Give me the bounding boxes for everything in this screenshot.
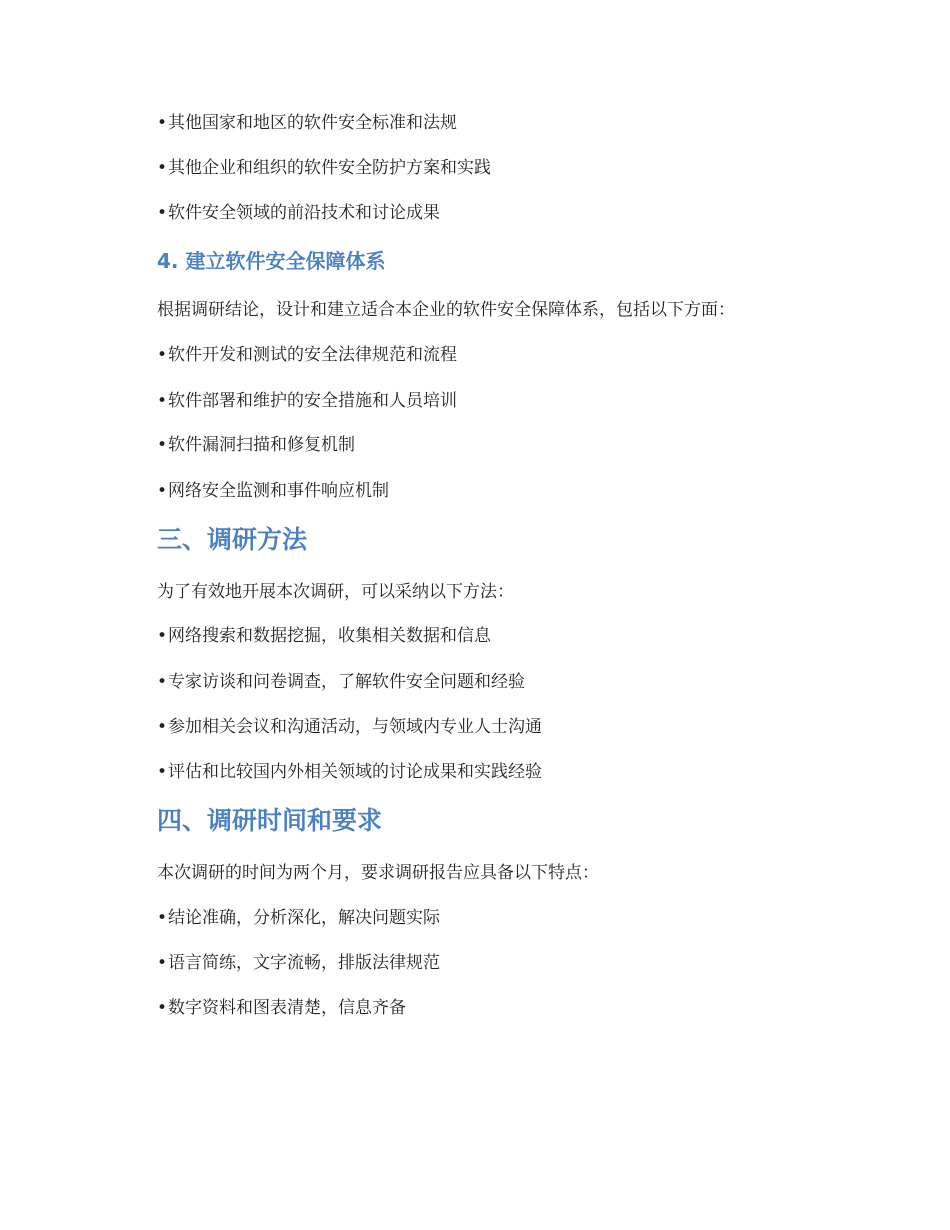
- bullet: •: [157, 113, 168, 133]
- paragraph: 根据调研结论，设计和建立适合本企业的软件安全保障体系，包括以下方面：: [157, 300, 735, 320]
- list-item: [157, 996, 406, 1020]
- list-item: [157, 906, 440, 930]
- list-item: [157, 111, 457, 135]
- bullet: •: [157, 998, 168, 1018]
- list-item: [157, 624, 491, 648]
- bullet: •: [157, 391, 168, 411]
- list-item-text: 软件漏洞扫描和修复机制: [168, 435, 355, 455]
- list-item: [157, 433, 355, 457]
- list-item: [157, 715, 542, 739]
- paragraph: 本次调研的时间为两个月，要求调研报告应具备以下特点：: [157, 863, 599, 883]
- bullet: •: [157, 908, 168, 928]
- bullet: •: [157, 481, 168, 501]
- section-heading-4: 四、调研时间和要求: [157, 806, 383, 835]
- bullet: •: [157, 762, 168, 782]
- list-item-text: 专家访谈和问卷调查，了解软件安全问题和经验: [168, 672, 525, 692]
- bullet: •: [157, 626, 168, 646]
- list-item: [157, 670, 525, 694]
- bullet: •: [157, 717, 168, 737]
- list-item: [157, 389, 457, 413]
- bullet: •: [157, 672, 168, 692]
- list-item: [157, 343, 457, 367]
- list-item-text: 参加相关会议和沟通活动，与领域内专业人士沟通: [168, 717, 542, 737]
- list-item-text: 其他企业和组织的软件安全防护方案和实践: [168, 158, 491, 178]
- bullet: •: [157, 345, 168, 365]
- list-item: [157, 201, 440, 225]
- list-item-text: 网络安全监测和事件响应机制: [168, 481, 389, 501]
- list-item-text: 网络搜索和数据挖掘，收集相关数据和信息: [168, 626, 491, 646]
- bullet: •: [157, 435, 168, 455]
- sub-heading-4: 4. 建立软件安全保障体系: [157, 249, 386, 273]
- list-item: [157, 156, 491, 180]
- bullet: •: [157, 953, 168, 973]
- list-item: [157, 479, 389, 503]
- section-heading-3: 三、调研方法: [157, 525, 308, 554]
- list-item-text: 其他国家和地区的软件安全标准和法规: [168, 113, 457, 133]
- paragraph: 为了有效地开展本次调研，可以采纳以下方法：: [157, 582, 514, 602]
- list-item-text: 结论准确，分析深化，解决问题实际: [168, 908, 440, 928]
- list-item: [157, 760, 542, 784]
- list-item-text: 语言简练，文字流畅，排版法律规范: [168, 953, 440, 973]
- list-item-text: 数字资料和图表清楚，信息齐备: [168, 998, 406, 1018]
- list-item: [157, 951, 440, 975]
- list-item-text: 软件部署和维护的安全措施和人员培训: [168, 391, 457, 411]
- list-item-text: 软件开发和测试的安全法律规范和流程: [168, 345, 457, 365]
- bullet: •: [157, 203, 168, 223]
- list-item-text: 评估和比较国内外相关领域的讨论成果和实践经验: [168, 762, 542, 782]
- list-item-text: 软件安全领域的前沿技术和讨论成果: [168, 203, 440, 223]
- bullet: •: [157, 158, 168, 178]
